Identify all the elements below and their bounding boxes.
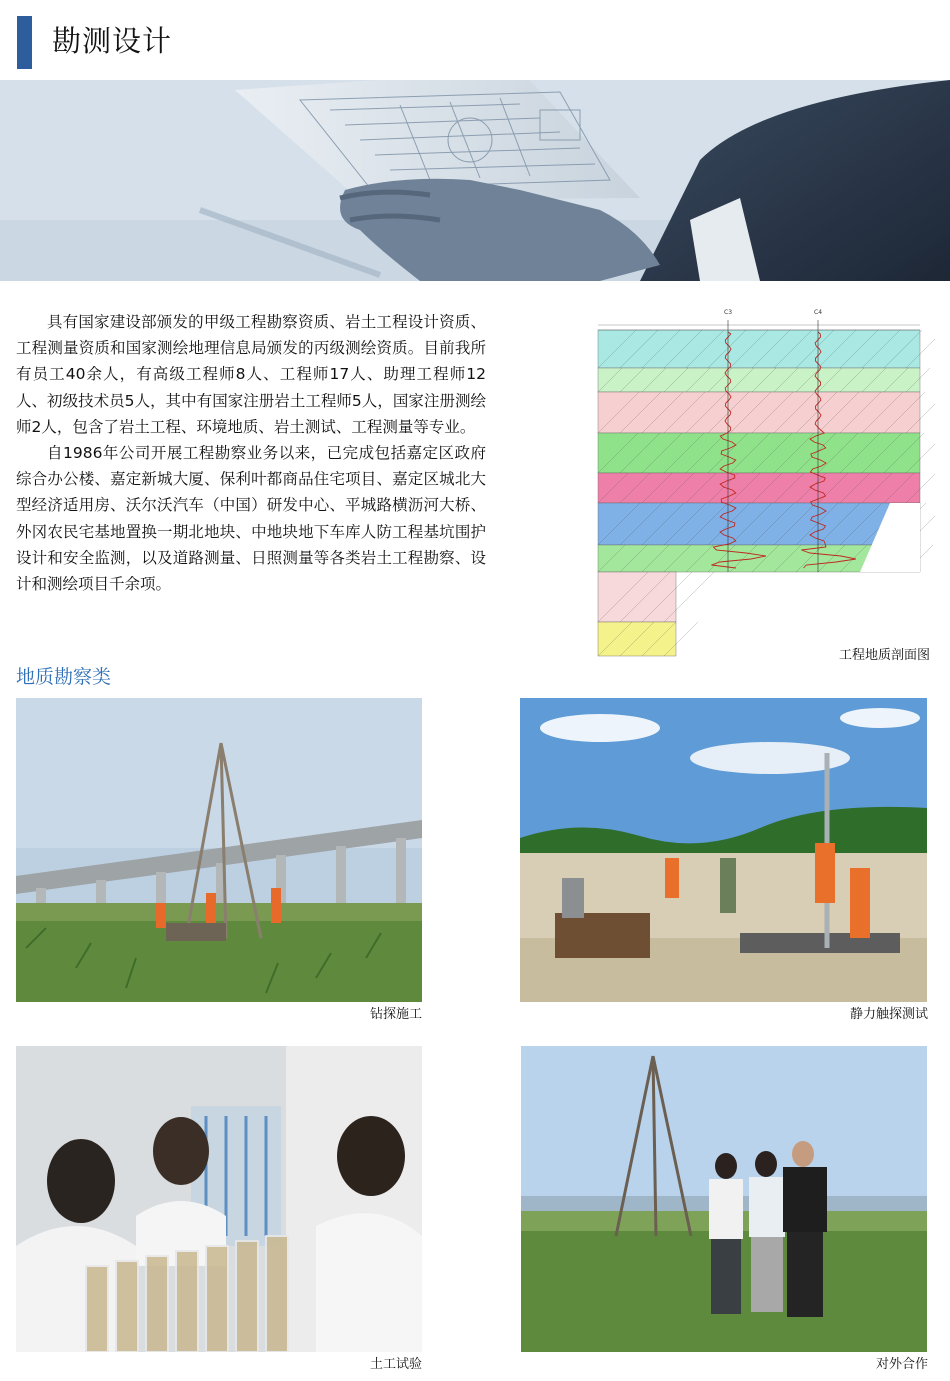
photo-cpt: [520, 698, 927, 1002]
intro-paragraph-1: 具有国家建设部颁发的甲级工程勘察资质、岩土工程设计资质、工程测量资质和国家测绘地理信息局颁发的丙级测绘资质。目前我所有员工40余人，有高级工程师8人、工程师17人、助理工程师12人、初级技术员5人，其中有国家注册岩土工程师5人，国家注册测绘师2人，包含了岩土工程、环境地质、岩土测试、工程测量等专业。: [16, 313, 486, 436]
section-layer: [598, 433, 920, 473]
borehole-label: C3: [724, 309, 733, 316]
photo-drilling-caption: 钻探施工: [369, 1007, 422, 1022]
photo-lab: [16, 1046, 422, 1352]
photo-lab-caption: 土工试验: [369, 1357, 422, 1372]
photo-cooperation-caption: 对外合作: [875, 1357, 928, 1372]
section-heading: 地质勘察类: [16, 666, 112, 688]
hero-blueprint-image: [0, 80, 950, 281]
title-accent-bar: [17, 16, 32, 69]
section-layer: [598, 392, 920, 433]
page-header: [0, 0, 950, 80]
section-layer: [598, 572, 676, 622]
intro-paragraph-2: 自1986年公司开展工程勘察业务以来，已完成包括嘉定区政府综合办公楼、嘉定新城大厦、保利叶都商品住宅项目、嘉定区城北大型经济适用房、沃尔沃汽车（中国）研发中心、平城路横沥河大桥、外冈农民宅基地置换一期北地块、中地块地下车库人防工程基坑围护设计和安全监测，以及道路测量、日照测量等各类岩土工程勘察、设计和测绘项目千余项。: [16, 444, 486, 594]
photo-cpt-caption: 静力触探测试: [849, 1007, 928, 1022]
geological-section-figure: [590, 300, 935, 665]
section-layer: [598, 503, 920, 545]
section-figure-caption: 工程地质剖面图: [838, 648, 930, 663]
section-layer: [598, 330, 920, 368]
section-layer: [598, 368, 920, 392]
photo-cooperation: [521, 1046, 927, 1352]
borehole-label: C4: [814, 309, 823, 316]
intro-text: [16, 309, 486, 597]
photo-drilling: [16, 698, 422, 1002]
page-title: 勘测设计: [52, 24, 173, 58]
